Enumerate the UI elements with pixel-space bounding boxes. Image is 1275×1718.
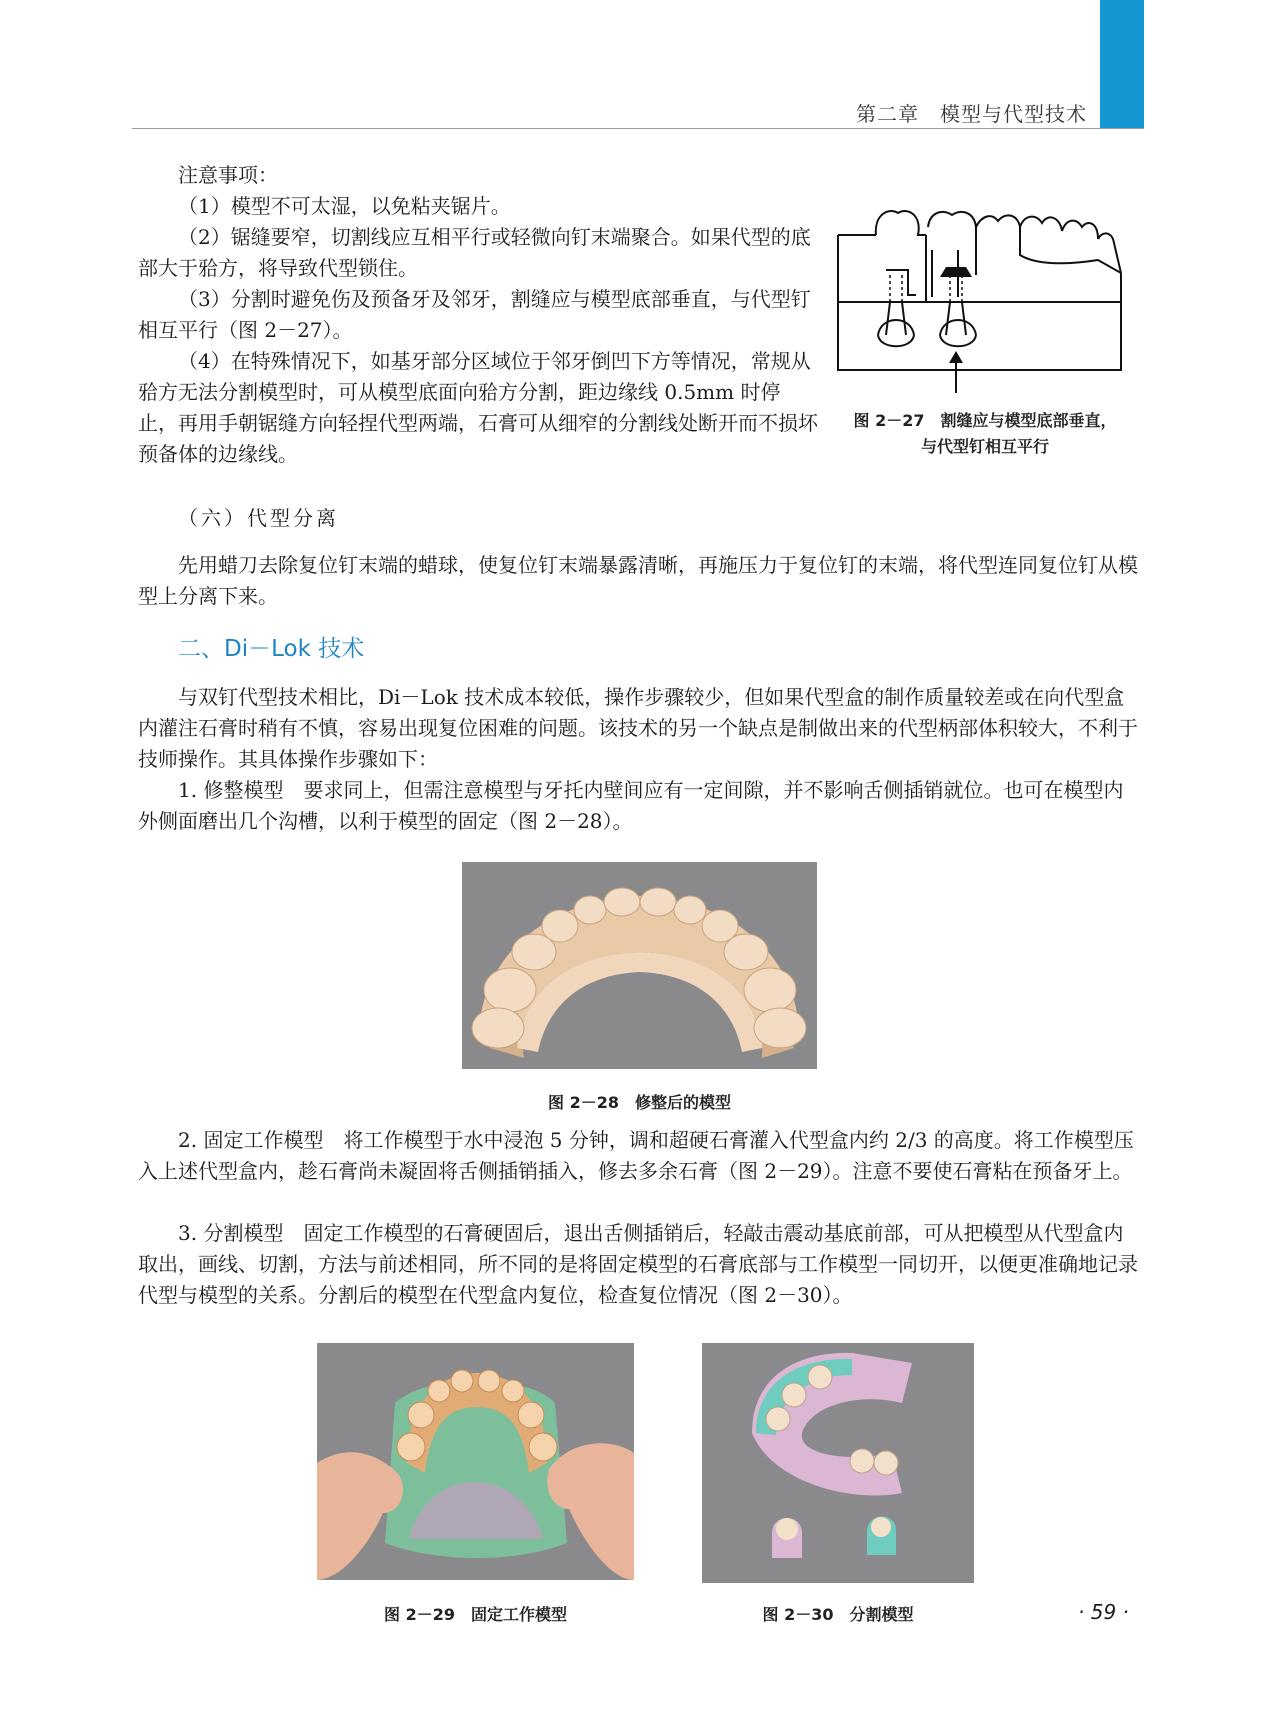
- section2-intro: 与双钉代型技术相比，Di－Lok 技术成本较低，操作步骤较少，但如果代型盒的制作质量较差或在向代型盒内灌注石膏时稍有不慎，容易出现复位困难的问题。该技术的另一个缺点是制做出来的代型柄部体积较大，不利于技师操作。其具体操作步骤如下：: [138, 685, 1138, 771]
- chapter-tab-bar: [1100, 0, 1144, 128]
- notes-item-4: （4）在特殊情况下，如基牙部分区域位于邻牙倒凹下方等情况，常规从𬌗方无法分割模型时，可从模型底面向𬌗方分割，距边缘线 0.5mm 时停止，再用手朝锯缝方向轻捏代型两端，石膏可从细窄的分割线处断开而不损坏预备体的边缘线。: [138, 349, 818, 466]
- fig29-photo: [317, 1343, 634, 1580]
- step2-text: 2. 固定工作模型 将工作模型于水中浸泡 5 分钟，调和超硬石膏灌入代型盒内约 2/3 的高度。将工作模型压入上述代型盒内，趁石膏尚未凝固将舌侧插销插入，修去多余石膏（图 2－29）。注意不要使石膏粘在预备牙上。: [138, 1128, 1134, 1183]
- fig28-photo: [462, 862, 817, 1069]
- header-rule: [132, 128, 1144, 129]
- notes-item-3: （3）分割时避免伤及预备牙及邻牙，割缝应与模型底部垂直，与代型钉相互平行（图 2－27）。: [138, 287, 811, 342]
- notes-item-2: （2）锯缝要窄，切割线应互相平行或轻微向钉末端聚合。如果代型的底部大于𬌗方，将导致代型锁住。: [138, 225, 811, 280]
- fig29-caption: 图 2－29 固定工作模型: [384, 1605, 567, 1624]
- fig27-diagram: [836, 205, 1136, 395]
- fig30-caption: 图 2－30 分割模型: [762, 1605, 914, 1624]
- section6-body: 先用蜡刀去除复位钉末端的蜡球，使复位钉末端暴露清晰，再施压力于复位钉的末端，将代型连同复位钉从模型上分离下来。: [138, 553, 1138, 608]
- running-header: 第二章 模型与代型技术: [856, 102, 1087, 126]
- page-number: · 59 ·: [1078, 1600, 1129, 1624]
- fig27-caption-line1: 图 2－27 割缝应与模型底部垂直，: [853, 411, 1117, 430]
- section2-heading: 二、Di－Lok 技术: [178, 636, 365, 662]
- step1-text: 1. 修整模型 要求同上，但需注意模型与牙托内壁间应有一定间隙，并不影响舌侧插销就位。也可在模型内外侧面磨出几个沟槽，以利于模型的固定（图 2－28）。: [138, 778, 1124, 833]
- section6-heading: （六）代型分离: [178, 506, 339, 530]
- step3-text: 3. 分割模型 固定工作模型的石膏硬固后，退出舌侧插销后，轻敲击震动基底前部，可从把模型从代型盒内取出，画线、切割，方法与前述相同，所不同的是将固定模型的石膏底部与工作模型一同切开，以便更准确地记录代型与模型的关系。分割后的模型在代型盒内复位，检查复位情况（图 2－30）。: [138, 1221, 1138, 1307]
- fig28-caption: 图 2－28 修整后的模型: [548, 1093, 731, 1112]
- notes-title: 注意事项：: [178, 163, 278, 187]
- notes-item-1: （1）模型不可太湿，以免粘夹锯片。: [178, 194, 511, 218]
- fig27-caption-line2: 与代型钉相互平行: [920, 437, 1049, 456]
- fig30-photo: [702, 1343, 974, 1583]
